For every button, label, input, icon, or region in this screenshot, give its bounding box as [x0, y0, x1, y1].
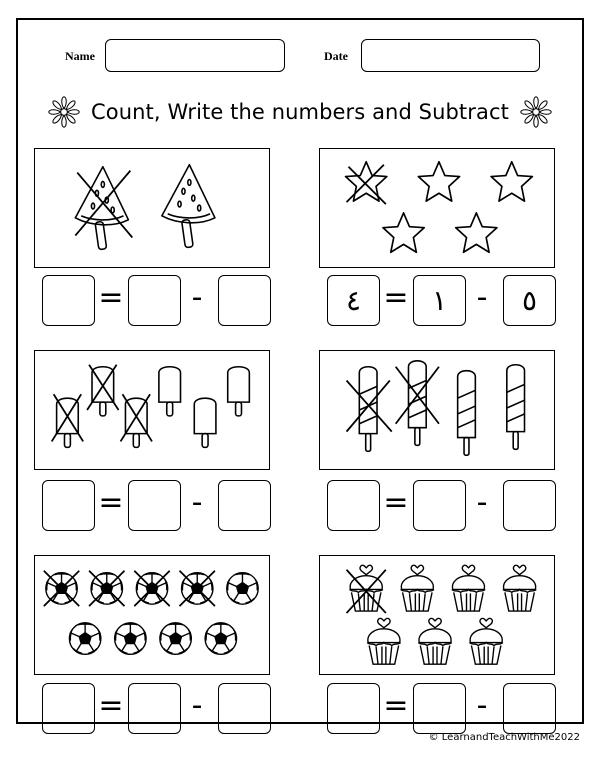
- subtrahend-box[interactable]: [218, 480, 271, 531]
- answer-box[interactable]: ٤: [327, 275, 380, 326]
- equation-row-1: [42, 275, 282, 327]
- cross-mark: [347, 381, 392, 432]
- soccer-ball-icon: [115, 623, 146, 654]
- minuend-box[interactable]: [128, 480, 181, 531]
- minuend-box[interactable]: [413, 683, 466, 734]
- name-field[interactable]: [105, 39, 285, 72]
- subtrahend-box[interactable]: [218, 275, 271, 326]
- subtrahend-box[interactable]: [218, 683, 271, 734]
- date-field[interactable]: [361, 39, 540, 72]
- equals-sign: =: [98, 688, 124, 723]
- equation-row-5: [42, 683, 282, 735]
- ice-cream-bar-icon: [359, 367, 377, 452]
- copyright-footer: © LearnandTeachWithMe2022: [428, 732, 580, 743]
- ice-pop-icon: [228, 367, 250, 416]
- cupcake-icon: [469, 618, 502, 664]
- minuend-box[interactable]: [413, 480, 466, 531]
- soccer-ball-group: [35, 556, 269, 674]
- answer-box[interactable]: [327, 683, 380, 734]
- minus-sign: -: [476, 280, 488, 315]
- equation-row-2: [327, 275, 567, 327]
- cupcake-icon: [452, 565, 485, 611]
- watermelon-popsicle-icon: [162, 165, 215, 248]
- answer-box[interactable]: [42, 480, 95, 531]
- ice-cream-bar-group: [320, 351, 554, 469]
- star-icon: [456, 213, 497, 252]
- subtrahend-box[interactable]: [503, 683, 556, 734]
- answer-box[interactable]: [42, 683, 95, 734]
- minus-sign: -: [476, 485, 488, 520]
- picture-panel-3: [34, 350, 270, 470]
- ice-pop-icon: [159, 367, 181, 416]
- picture-panel-1: [34, 148, 270, 268]
- star-icon: [491, 162, 532, 201]
- date-label: Date: [324, 49, 348, 63]
- cupcake-icon: [503, 565, 536, 611]
- equals-sign: =: [98, 485, 124, 520]
- title-row: [30, 92, 570, 132]
- picture-panel-6: [319, 555, 555, 675]
- minuend-box[interactable]: [128, 275, 181, 326]
- minus-sign: -: [191, 688, 203, 723]
- equals-sign: =: [383, 485, 409, 520]
- picture-panel-4: [319, 350, 555, 470]
- equals-sign: =: [383, 280, 409, 315]
- answer-box[interactable]: [42, 275, 95, 326]
- star-group: [320, 149, 554, 267]
- ice-pop-group: [35, 351, 269, 469]
- equals-sign: =: [383, 688, 409, 723]
- flower-icon: [47, 95, 81, 129]
- equals-sign: =: [98, 280, 124, 315]
- soccer-ball-icon: [160, 623, 191, 654]
- star-icon: [418, 162, 459, 201]
- ice-cream-bar-icon: [458, 371, 476, 456]
- cupcake-icon: [418, 618, 451, 664]
- minus-sign: -: [191, 280, 203, 315]
- subtrahend-box[interactable]: [503, 480, 556, 531]
- name-label: Name: [65, 49, 95, 63]
- watermelon-group: [35, 149, 269, 267]
- minus-sign: -: [191, 485, 203, 520]
- cupcake-icon: [367, 618, 400, 664]
- equation-row-4: [327, 480, 567, 532]
- minuend-box[interactable]: [128, 683, 181, 734]
- soccer-ball-icon: [227, 573, 258, 604]
- equation-row-6: [327, 683, 567, 735]
- equation-row-3: [42, 480, 282, 532]
- minus-sign: -: [476, 688, 488, 723]
- cupcake-group: [320, 556, 554, 674]
- worksheet-title: Count, Write the numbers and Subtract: [91, 100, 509, 124]
- soccer-ball-icon: [205, 623, 236, 654]
- cross-mark: [347, 165, 386, 204]
- picture-panel-2: [319, 148, 555, 268]
- star-icon: [383, 213, 424, 252]
- cross-mark: [396, 367, 439, 424]
- answer-box[interactable]: [327, 480, 380, 531]
- cupcake-icon: [401, 565, 434, 611]
- ice-cream-bar-icon: [507, 365, 525, 450]
- picture-panel-5: [34, 555, 270, 675]
- minuend-box[interactable]: ١: [413, 275, 466, 326]
- soccer-ball-icon: [69, 623, 100, 654]
- flower-icon: [519, 95, 553, 129]
- ice-pop-icon: [194, 398, 216, 447]
- subtrahend-box[interactable]: ٥: [503, 275, 556, 326]
